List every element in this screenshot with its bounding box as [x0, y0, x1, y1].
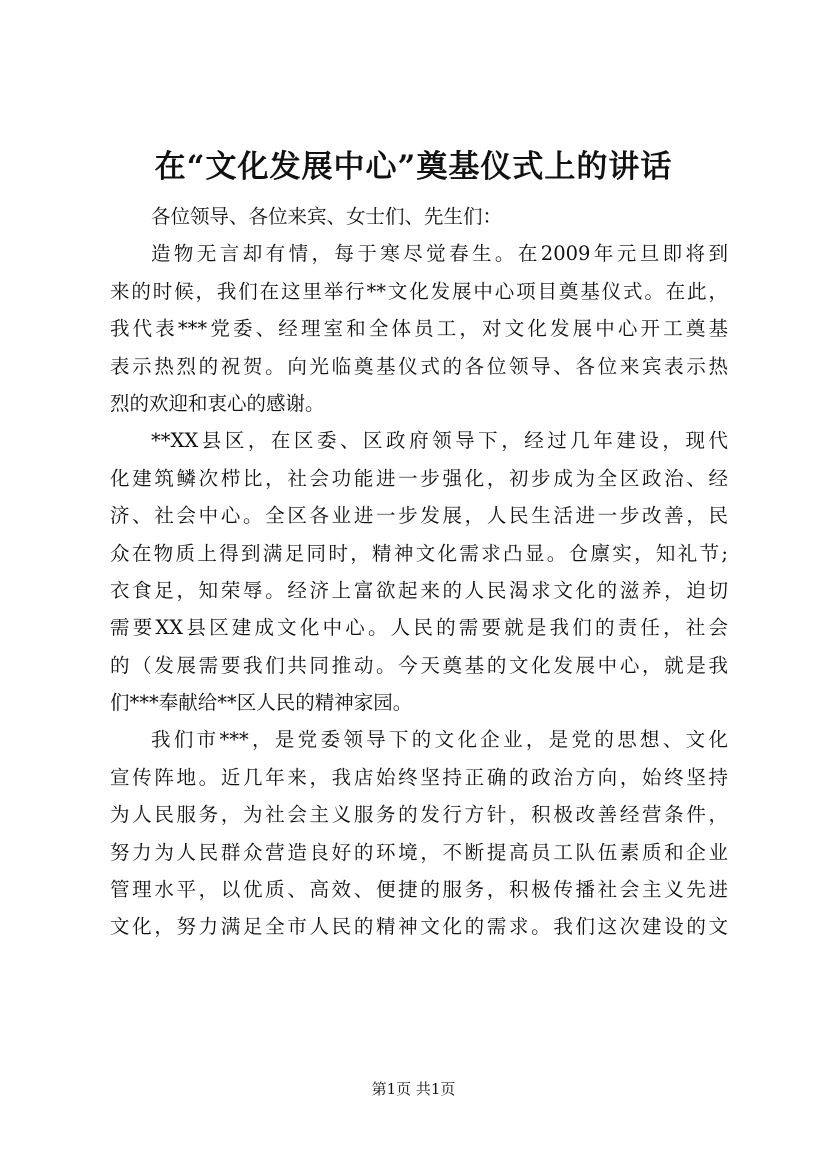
body-line: 来的时候，我们在这里举行**文化发展中心项目奠基仪式。在此， [110, 279, 728, 303]
body-line: 各位领导、各位来宾、女士们、先生们： [151, 205, 503, 228]
body-line: 衣食足，知荣辱。经济上富欲起来的人民渴求文化的滋养，迫切 [110, 578, 728, 602]
body-line: 烈的欢迎和衷心的感谢。 [110, 391, 325, 415]
body-line: 济、社会中心。全区各业进一步发展，人民生活进一步改善，民 [110, 504, 728, 528]
body-line: 文化，努力满足全市人民的精神文化的需求。我们这次建设的文 [110, 915, 728, 939]
body-line: 需要XX县区建成文化中心。人民的需要就是我们的责任，社会 [110, 616, 728, 640]
document-title: 在“文化发展中心”奠基仪式上的讲话 [154, 149, 673, 185]
body-line: 为人民服务，为社会主义服务的发行方针，积极改善经营条件， [110, 803, 728, 827]
body-line: 造物无言却有情，每于寒尽觉春生。在2009年元旦即将到 [151, 242, 728, 266]
document-body [110, 198, 728, 946]
body-line: 努力为人民群众营造良好的环境，不断提高员工队伍素质和企业 [110, 840, 728, 864]
body-line: **XX县区，在区委、区政府领导下，经过几年建设，现代 [151, 429, 728, 453]
body-line: 宣传阵地。近几年来，我店始终坚持正确的政治方向，始终坚持 [110, 765, 728, 789]
body-line: 的（发展需要我们共同推动。今天奠基的文化发展中心，就是我 [110, 653, 728, 677]
body-line: 我们市***，是党委领导下的文化企业，是党的思想、文化 [151, 728, 728, 752]
body-line: 化建筑鳞次栉比，社会功能进一步强化，初步成为全区政治、经 [110, 466, 728, 490]
body-line: 们***奉献给**区人民的精神家园。 [110, 691, 413, 715]
body-line: 众在物质上得到满足同时，精神文化需求凸显。仓廪实，知礼节; [110, 541, 728, 565]
page-footer: 第1页 共1页 [371, 1080, 456, 1098]
body-line: 管理水平，以优质、高效、便捷的服务，积极传播社会主义先进 [110, 878, 728, 902]
body-line: 我代表***党委、经理室和全体员工，对文化发展中心开工奠基 [110, 317, 728, 341]
body-line: 表示热烈的祝贺。向光临奠基仪式的各位领导、各位来宾表示热 [110, 354, 728, 378]
